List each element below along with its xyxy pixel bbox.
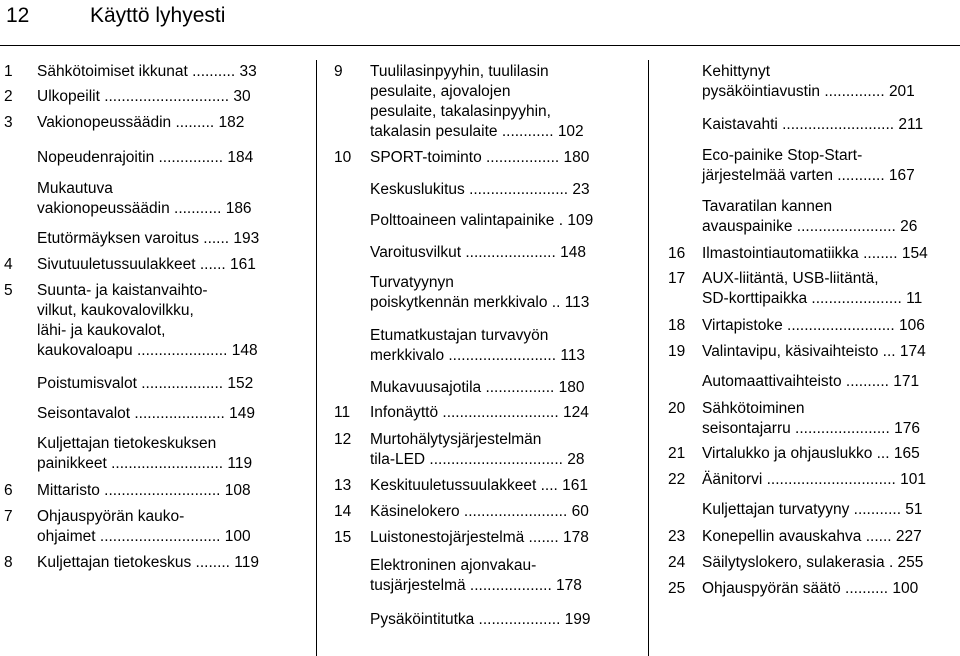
toc-entry-number: 3 (4, 114, 13, 131)
toc-entry-text: lähi- ja kaukovalot, (37, 322, 166, 339)
toc-entry-text: Äänitorvi .............................. 101 (702, 471, 926, 488)
toc-entry-text: järjestelmää varten ........... 167 (702, 167, 915, 184)
toc-entry-text: tila-LED ............................... 28 (370, 451, 585, 468)
toc-entry-text: tusjärjestelmä ................... 178 (370, 577, 582, 594)
header-divider (0, 45, 960, 46)
toc-entry-text: Sähkötoiminen (702, 400, 805, 417)
toc-entry-text: Suunta- ja kaistanvaihto- (37, 282, 208, 299)
toc-entry-text: Valintavipu, käsivaihteisto ... 174 (702, 343, 926, 360)
toc-entry-text: Murtohälytysjärjestelmän (370, 431, 542, 448)
toc-entry-text: Kehittynyt (702, 63, 771, 80)
toc-entry-text: Automaattivaihteisto .......... 171 (702, 373, 920, 390)
page-number: 12 (6, 4, 30, 27)
toc-entry-number: 4 (4, 256, 13, 273)
toc-entry-text: Etutörmäyksen varoitus ...... 193 (37, 230, 260, 247)
toc-entry-text: Infonäyttö ........................... 124 (370, 404, 589, 421)
toc-entry-number: 18 (668, 317, 686, 334)
toc-entry-text: Keskituuletussuulakkeet .... 161 (370, 477, 588, 494)
toc-entry-text: Käsinelokero ........................ 60 (370, 503, 589, 520)
toc-entry-number: 23 (668, 528, 686, 545)
toc-entry-text: Virtapistoke ......................... 106 (702, 317, 925, 334)
toc-entry-text: Kaistavahti .......................... 211 (702, 116, 924, 133)
toc-entry-number: 9 (334, 63, 343, 80)
toc-entry-text: Tavaratilan kannen (702, 198, 833, 215)
toc-entry-text: vakionopeussäädin ........... 186 (37, 200, 252, 217)
toc-entry-text: Kuljettajan turvatyyny ........... 51 (702, 501, 923, 518)
toc-entry-text: Pysäköintitutka ................... 199 (370, 611, 591, 628)
toc-entry-text: Ilmastointiautomatiikka ........ 154 (702, 245, 928, 262)
toc-entry-text: Vakionopeussäädin ......... 182 (37, 114, 245, 131)
toc-entry-text: ohjaimet ............................ 100 (37, 528, 251, 545)
toc-entry-text: Poistumisvalot ................... 152 (37, 375, 254, 392)
toc-entry-text: SD-korttipaikka ..................... 11 (702, 290, 923, 307)
column-divider-1 (316, 60, 317, 656)
toc-entry-text: Etumatkustajan turvavyön (370, 327, 549, 344)
toc-entry-number: 17 (668, 270, 686, 287)
toc-entry-text: Seisontavalot ..................... 149 (37, 405, 255, 422)
toc-entry-text: avauspainike ....................... 26 (702, 218, 918, 235)
toc-entry-text: Luistonestojärjestelmä ....... 178 (370, 529, 589, 546)
toc-entry-text: takalasin pesulaite ............ 102 (370, 123, 584, 140)
toc-entry-number: 25 (668, 580, 686, 597)
toc-entry-number: 1 (4, 63, 13, 80)
toc-entry-text: AUX-liitäntä, USB-liitäntä, (702, 270, 879, 287)
toc-entry-text: Keskuslukitus ....................... 23 (370, 181, 590, 198)
toc-entry-number: 15 (334, 529, 352, 546)
toc-entry-text: Mukautuva (37, 180, 113, 197)
page-header (0, 0, 960, 44)
toc-entry-number: 10 (334, 149, 352, 166)
toc-entry-text: Kuljettajan tietokeskus ........ 119 (37, 554, 260, 571)
toc-entry-number: 13 (334, 477, 352, 494)
toc-entry-text: Turvatyynyn (370, 274, 454, 291)
toc-entry-text: Sivutuuletussuulakkeet ...... 161 (37, 256, 256, 273)
toc-entry-text: poiskytkennän merkkivalo .. 113 (370, 294, 590, 311)
toc-entry-text: Eco-painike Stop-Start- (702, 147, 863, 164)
toc-entry-text: SPORT-toiminto ................. 180 (370, 149, 590, 166)
toc-entry-text: Sähkötoimiset ikkunat .......... 33 (37, 63, 257, 80)
toc-entry-text: Mittaristo ........................... 108 (37, 482, 251, 499)
toc-entry-number: 21 (668, 445, 686, 462)
toc-entry-text: merkkivalo ......................... 113 (370, 347, 586, 364)
toc-entry-text: seisontajarru ...................... 176 (702, 420, 920, 437)
toc-entry-text: Polttoaineen valintapainike . 109 (370, 212, 594, 229)
toc-entry-number: 22 (668, 471, 686, 488)
toc-entry-number: 8 (4, 554, 13, 571)
toc-entry-text: Säilytyslokero, sulakerasia . 255 (702, 554, 924, 571)
toc-entry-number: 5 (4, 282, 13, 299)
toc-entry-text: Ohjauspyörän säätö .......... 100 (702, 580, 919, 597)
toc-entry-number: 16 (668, 245, 686, 262)
toc-entry-text: vilkut, kaukovalovilkku, (37, 302, 194, 319)
toc-entry-number: 14 (334, 503, 352, 520)
toc-entry-text: Varoitusvilkut ..................... 148 (370, 244, 586, 261)
toc-entry-text: pesulaite, takalasinpyyhin, (370, 103, 551, 120)
column-divider-2 (648, 60, 649, 656)
toc-entry-number: 24 (668, 554, 686, 571)
toc-entry-text: Kuljettajan tietokeskuksen (37, 435, 217, 452)
toc-entry-text: Elektroninen ajonvakau- (370, 557, 537, 574)
toc-entry-number: 2 (4, 88, 13, 105)
toc-entry-text: Nopeudenrajoitin ............... 184 (37, 149, 254, 166)
toc-entry-number: 11 (334, 404, 351, 421)
toc-entry-number: 6 (4, 482, 13, 499)
toc-entry-text: Ohjauspyörän kauko- (37, 508, 185, 525)
toc-entry-text: Mukavuusajotila ................ 180 (370, 379, 585, 396)
toc-entry-text: Tuulilasinpyyhin, tuulilasin (370, 63, 549, 80)
toc-entry-number: 19 (668, 343, 686, 360)
toc-entry-text: pysäköintiavustin .............. 201 (702, 83, 915, 100)
toc-entry-text: kaukovaloapu ..................... 148 (37, 342, 258, 359)
toc-entry-text: painikkeet .......................... 119 (37, 455, 253, 472)
toc-entry-text: Ulkopeilit ............................. 30 (37, 88, 251, 105)
page-title: Käyttö lyhyesti (90, 4, 226, 27)
toc-entry-number: 20 (668, 400, 686, 417)
toc-entry-text: pesulaite, ajovalojen (370, 83, 511, 100)
toc-entry-text: Konepellin avauskahva ...... 227 (702, 528, 922, 545)
toc-entry-number: 7 (4, 508, 13, 525)
toc-entry-text: Virtalukko ja ohjauslukko ... 165 (702, 445, 920, 462)
toc-entry-number: 12 (334, 431, 352, 448)
